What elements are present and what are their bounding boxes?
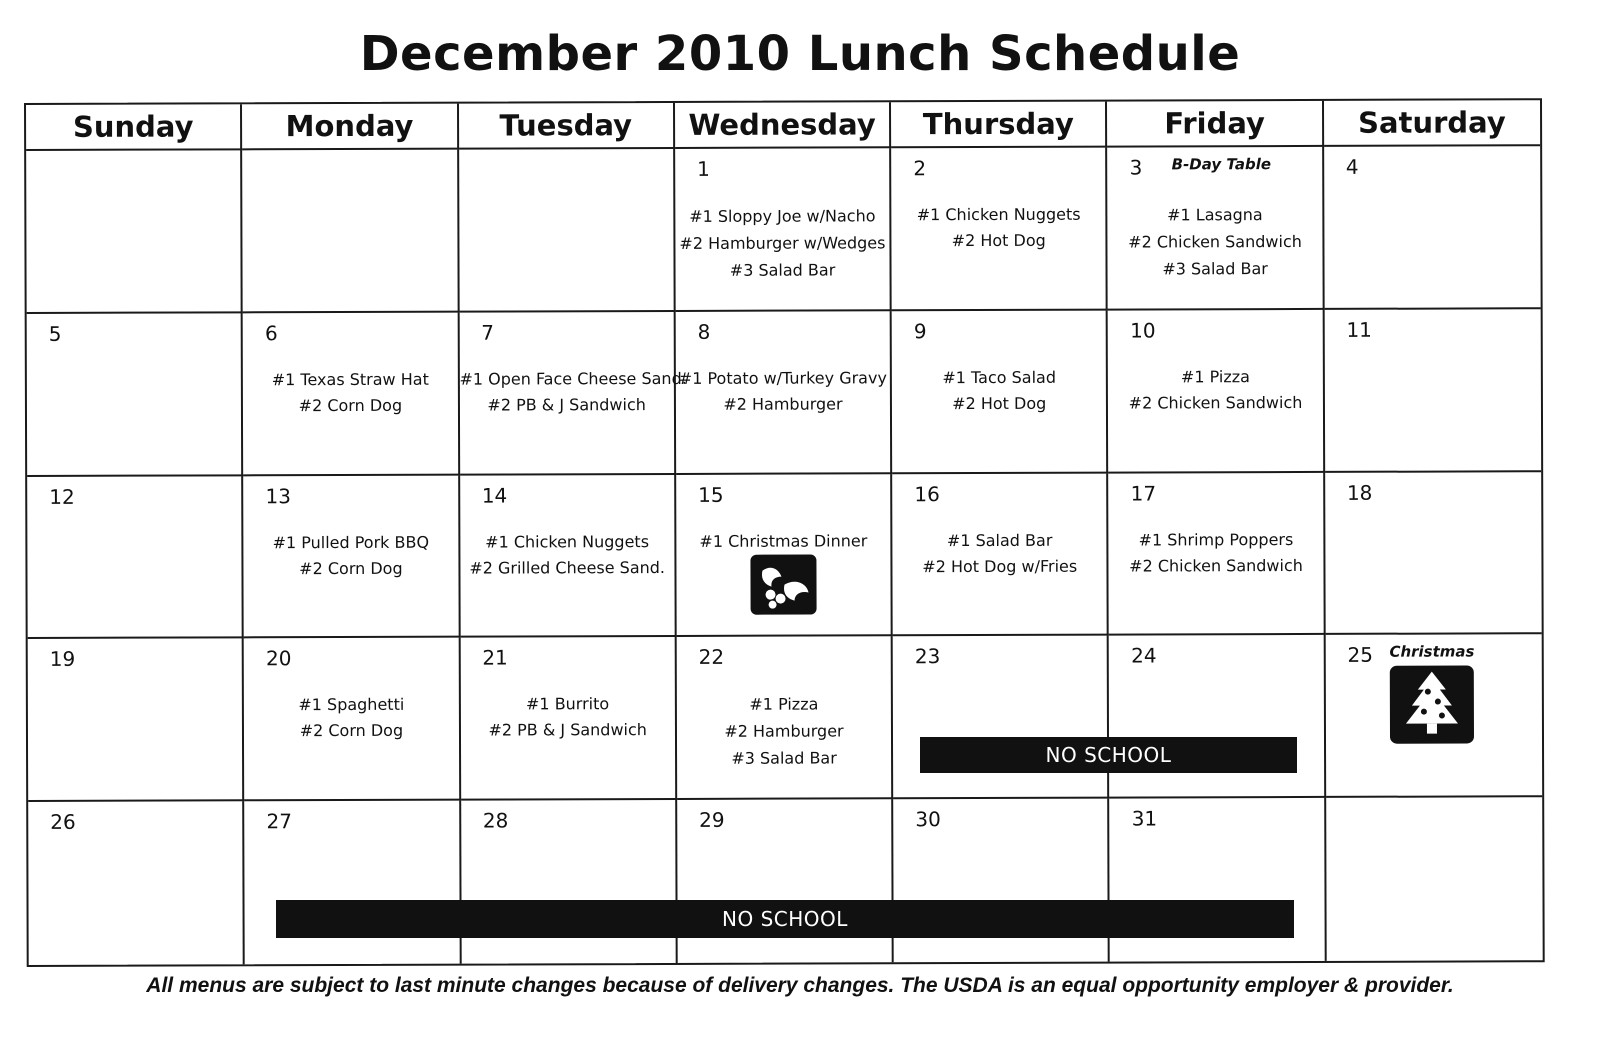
calendar-cell (1326, 797, 1543, 960)
calendar-cell (1325, 472, 1542, 635)
menu-item: #1 Open Face Cheese Sand. (459, 368, 687, 389)
menu-list (1108, 364, 1322, 417)
calendar-cell (1109, 473, 1326, 636)
day-header-friday: Friday (1107, 101, 1323, 148)
menu-item: #1 Salad Bar (946, 530, 1053, 550)
menu-item: #1 Shrimp Poppers (1138, 529, 1294, 550)
menu-item: #3 Salad Bar (731, 748, 837, 769)
menu-item: #2 Chicken Sandwich (1128, 231, 1302, 252)
menu-item: #2 Corn Dog (299, 721, 404, 741)
calendar-cell (892, 473, 1109, 636)
day-header-wednesday: Wednesday (675, 102, 891, 149)
day-number: 6 (264, 321, 278, 346)
holly-icon (750, 554, 816, 614)
calendar-cell (243, 312, 460, 475)
menu-item: #3 Salad Bar (729, 260, 836, 280)
calendar-cell (459, 312, 687, 475)
day-number: 16 (914, 481, 940, 506)
menu-list (459, 366, 687, 419)
day-number: 8 (697, 319, 711, 344)
day-number: 21 (482, 645, 508, 670)
menu-item: #1 Pizza (749, 694, 819, 715)
day-number: 20 (265, 646, 292, 671)
calendar-cell (677, 637, 894, 800)
calendar-cell (1324, 309, 1541, 472)
menu-item: #3 Salad Bar (1162, 259, 1268, 279)
menu-item: #2 PB & J Sandwich (488, 720, 647, 740)
menu-item: #1 Taco Salad (942, 367, 1056, 387)
calendar-cell (1109, 635, 1326, 798)
calendar-cell (1325, 635, 1542, 798)
menu-list (243, 366, 457, 419)
menu-item: #2 Grilled Cheese Sand. (469, 557, 666, 578)
day-number: 10 (1130, 318, 1156, 343)
calendar-cell (893, 636, 1110, 799)
menu-item: #1 Lasagna (1167, 205, 1263, 225)
no-school-banner-week5: NO SCHOOL (276, 900, 1294, 938)
menu-list (1109, 527, 1323, 580)
calendar-grid (24, 98, 1545, 967)
menu-item: #1 Texas Straw Hat (271, 369, 429, 390)
menu-item: #2 Hot Dog (952, 393, 1047, 413)
menu-item: #2 Chicken Sandwich (1128, 392, 1303, 413)
calendar-cell (27, 476, 244, 639)
day-number: 4 (1345, 154, 1359, 179)
menu-list (891, 202, 1105, 255)
day-number: 15 (698, 482, 724, 507)
menu-list (460, 691, 674, 744)
day-number: 2 (913, 156, 927, 181)
day-number: 27 (266, 809, 293, 834)
calendar-cell (242, 150, 459, 313)
menu-item: #1 Potato w/Turkey Gravy (678, 368, 887, 388)
calendar-cell (677, 799, 894, 962)
menu-item: #2 Hamburger w/Wedges (679, 233, 886, 253)
menu-item: #1 Spaghetti (298, 695, 405, 715)
menu-list (244, 692, 458, 745)
calendar-cell (244, 638, 461, 801)
menu-item: #2 Chicken Sandwich (1129, 555, 1303, 576)
menu-item: #2 Hot Dog w/Fries (922, 556, 1078, 576)
calendar-cell (460, 637, 677, 800)
day-number: 22 (698, 645, 725, 670)
menu-item: #2 PB & J Sandwich (487, 394, 646, 415)
day-number: 29 (699, 807, 725, 833)
calendar-cell (26, 150, 243, 313)
calendar-cell (28, 801, 245, 964)
calendar-cell (676, 474, 893, 637)
calendar-cell (461, 800, 678, 963)
day-number: 25 (1347, 643, 1373, 668)
menu-item: #2 Hamburger (723, 394, 843, 414)
footer-disclaimer: All menus are subject to last minute changes because of delivery changes. The USDA is an equal opportunity employer & provider. (146, 974, 1454, 997)
menu-list (677, 691, 892, 773)
menu-item: #1 Christmas Dinner (699, 530, 868, 551)
day-number: 1 (697, 156, 710, 181)
menu-item: #1 Pulled Pork BBQ (272, 532, 430, 552)
day-number: 18 (1346, 480, 1373, 505)
menu-item: #1 Sloppy Joe w/Nacho (689, 206, 876, 226)
menu-list (460, 529, 674, 582)
menu-list (892, 527, 1106, 580)
menu-list (244, 529, 458, 582)
day-number: 30 (915, 807, 941, 832)
day-header-sunday: Sunday (26, 104, 242, 151)
day-number: 31 (1131, 806, 1158, 831)
calendar-cell (243, 475, 460, 638)
menu-list (676, 528, 890, 555)
day-number: 12 (49, 484, 75, 509)
calendar-cell (1108, 310, 1325, 473)
day-number: 5 (48, 321, 62, 346)
day-note: B-Day Table (1171, 155, 1272, 174)
day-number: 17 (1130, 481, 1157, 506)
menu-list (675, 202, 890, 284)
menu-item: #1 Chicken Nuggets (916, 204, 1081, 225)
menu-list (892, 364, 1106, 417)
calendar-cell (28, 639, 245, 802)
day-number: 9 (913, 318, 927, 344)
day-header-tuesday: Tuesday (459, 103, 675, 150)
day-number: 3 (1129, 155, 1143, 180)
calendar-cell (1324, 146, 1541, 309)
day-number: 24 (1131, 643, 1157, 668)
day-number: 7 (481, 320, 495, 345)
menu-item: #2 Hot Dog (951, 230, 1046, 251)
menu-item: #1 Chicken Nuggets (485, 531, 650, 552)
menu-item: #1 Pizza (1180, 366, 1250, 387)
menu-item: #1 Burrito (525, 694, 610, 714)
calendar-cell (460, 475, 677, 638)
day-number: 23 (914, 644, 941, 669)
christmas-tree-icon (1389, 666, 1473, 744)
menu-item: #2 Corn Dog (298, 395, 403, 415)
page-title: December 2010 Lunch Schedule (359, 26, 1241, 82)
calendar-cell (676, 311, 893, 474)
day-number: 11 (1346, 317, 1372, 342)
calendar-cell (244, 801, 461, 964)
calendar-cell (891, 148, 1108, 311)
calendar-cell (675, 148, 892, 311)
day-header-monday: Monday (242, 104, 458, 151)
day-header-saturday: Saturday (1324, 100, 1540, 147)
menu-list (1108, 201, 1323, 283)
day-number: 26 (50, 810, 76, 835)
day-number: 28 (482, 808, 509, 833)
day-number: 13 (265, 483, 292, 508)
calendar-cell (1108, 147, 1325, 310)
calendar-cell (892, 310, 1109, 473)
menu-item: #2 Hamburger (724, 721, 844, 742)
calendar-cell (459, 149, 676, 312)
day-number: 19 (49, 647, 76, 672)
menu-item: #2 Corn Dog (299, 558, 403, 578)
day-header-thursday: Thursday (891, 102, 1107, 149)
menu-list (676, 365, 890, 418)
no-school-banner-week4: NO SCHOOL (920, 737, 1297, 773)
calendar-cell (27, 313, 244, 476)
day-number: 14 (481, 483, 508, 508)
day-note: Christmas (1389, 642, 1475, 662)
